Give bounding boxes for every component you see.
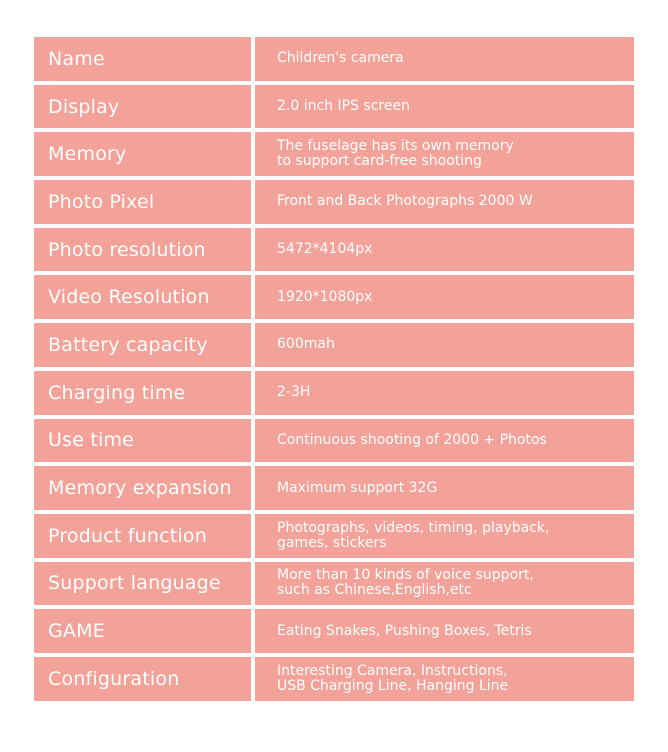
spec-value bbox=[255, 609, 634, 653]
spec-value-text: The fuselage has its own memory to support card-free shooting bbox=[277, 138, 514, 170]
spec-value bbox=[255, 132, 634, 176]
spec-value bbox=[255, 371, 634, 415]
spec-value-text: 1920*1080px bbox=[277, 288, 373, 305]
spec-value-text: Children's camera bbox=[277, 50, 404, 67]
spec-row-video-resolution bbox=[34, 275, 634, 319]
spec-value bbox=[255, 514, 634, 558]
spec-row-memory-expansion bbox=[34, 466, 634, 510]
spec-value-text: Interesting Camera, Instructions, USB Charging Line, Hanging Line bbox=[277, 662, 509, 694]
spec-label: Name bbox=[34, 37, 251, 81]
spec-row-product-function bbox=[34, 514, 634, 558]
spec-value bbox=[255, 323, 634, 367]
spec-label: Charging time bbox=[34, 371, 251, 415]
spec-row-support-language bbox=[34, 562, 634, 606]
spec-label: Support language bbox=[34, 562, 251, 606]
spec-row-game bbox=[34, 609, 634, 653]
spec-value-text: 5472*4104px bbox=[277, 241, 373, 258]
spec-value-text: Front and Back Photographs 2000 W bbox=[277, 193, 533, 210]
spec-value bbox=[255, 466, 634, 510]
spec-value-text: Photographs, videos, timing, playback, games, stickers bbox=[277, 519, 550, 551]
spec-value bbox=[255, 180, 634, 224]
spec-value-text: Eating Snakes, Pushing Boxes, Tetris bbox=[277, 622, 532, 639]
spec-label: Battery capacity bbox=[34, 323, 251, 367]
spec-value bbox=[255, 37, 634, 81]
spec-label: Configuration bbox=[34, 657, 251, 701]
spec-row-photo-resolution bbox=[34, 228, 634, 272]
spec-label: Product function bbox=[34, 514, 251, 558]
spec-table bbox=[34, 37, 634, 701]
spec-value-text: 2-3H bbox=[277, 384, 311, 401]
spec-value-text: 600mah bbox=[277, 336, 335, 353]
spec-row-battery-capacity bbox=[34, 323, 634, 367]
spec-value bbox=[255, 275, 634, 319]
spec-row-charging-time bbox=[34, 371, 634, 415]
spec-value bbox=[255, 419, 634, 463]
spec-value-text: More than 10 kinds of voice support, such as Chinese,English,etc bbox=[277, 567, 534, 599]
spec-row-configuration bbox=[34, 657, 634, 701]
spec-value bbox=[255, 562, 634, 606]
spec-row-name bbox=[34, 37, 634, 81]
spec-label: Photo Pixel bbox=[34, 180, 251, 224]
spec-label: Memory expansion bbox=[34, 466, 251, 510]
spec-row-photo-pixel bbox=[34, 180, 634, 224]
spec-label: Photo resolution bbox=[34, 228, 251, 272]
spec-value bbox=[255, 85, 634, 129]
spec-label: Video Resolution bbox=[34, 275, 251, 319]
spec-row-display bbox=[34, 85, 634, 129]
spec-label: Memory bbox=[34, 132, 251, 176]
spec-label: Use time bbox=[34, 419, 251, 463]
spec-value bbox=[255, 657, 634, 701]
spec-label: GAME bbox=[34, 609, 251, 653]
spec-row-memory bbox=[34, 132, 634, 176]
spec-label: Display bbox=[34, 85, 251, 129]
spec-value-text: 2.0 inch IPS screen bbox=[277, 98, 410, 115]
spec-row-use-time bbox=[34, 419, 634, 463]
spec-value-text: Continuous shooting of 2000 + Photos bbox=[277, 431, 547, 448]
spec-value bbox=[255, 228, 634, 272]
spec-value-text: Maximum support 32G bbox=[277, 479, 438, 496]
